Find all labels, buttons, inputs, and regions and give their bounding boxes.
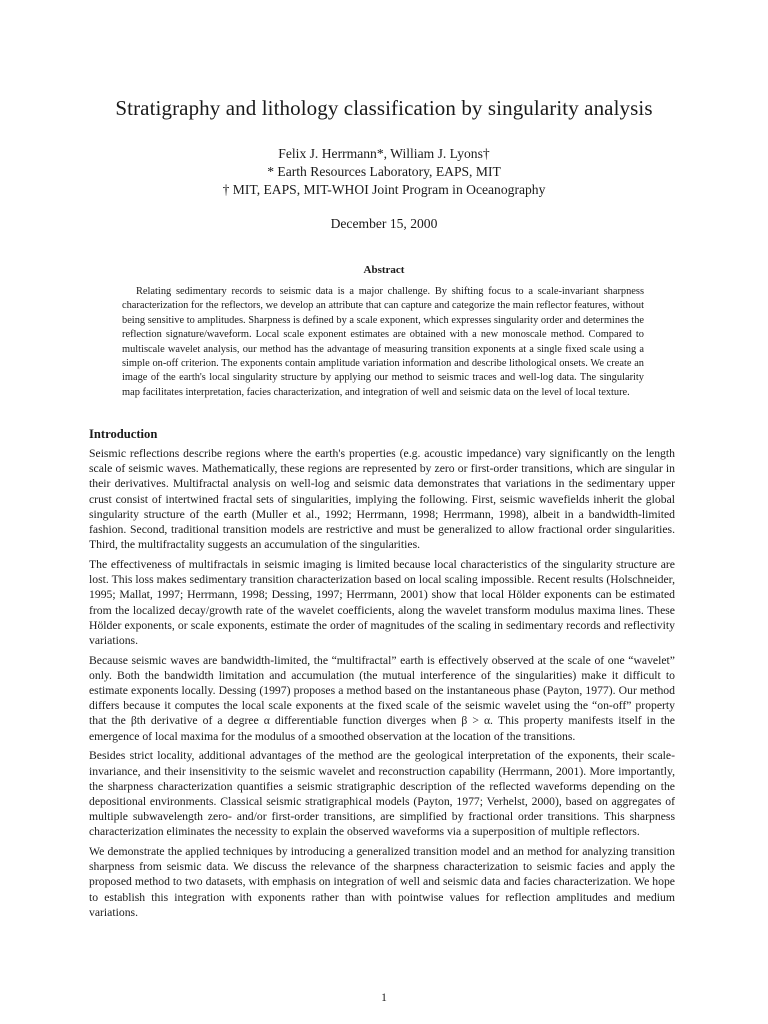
- section-heading-introduction: Introduction: [89, 427, 158, 441]
- paper-date: December 15, 2000: [330, 216, 438, 231]
- abstract-heading: Abstract: [363, 264, 405, 276]
- paragraph: Seismic reflections describe regions where the earth's properties (e.g. acoustic impedance) vary significantly on the length scale of seismic waves. Mathematically, these regions are represented by zero or first-order transitions, which are singular in their derivatives. Multifractal analysis on well-log and seismic data demonstrates that variations in the sedimentary upper crust consist of intertwined fractal sets of singularities, implying the following. First, seismic wavefields inherit the global singularity structure of the earth (Muller et al., 1992; Herrmann, 1998; Herrmann, 1998), albeit in a bandwidth-limited fashion. Second, traditional transition models are restrictive and must be generalized to allow fractional order singularities. Third, the multifractality suggests an accumulation of the singularities.: [89, 447, 675, 552]
- affiliation-1: * Earth Resources Laboratory, EAPS, MIT: [267, 164, 501, 179]
- page-number: 1: [381, 992, 387, 1004]
- author-block: [0, 145, 768, 199]
- author-names: Felix J. Herrmann*, William J. Lyons†: [278, 146, 490, 161]
- paper-title: Stratigraphy and lithology classification by singularity analysis: [115, 96, 653, 120]
- paragraph: Because seismic waves are bandwidth-limited, the “multifractal” earth is effectively observed at the scale of one “wavelet” only. Both the bandwidth limitation and accumulation (the mutual interference of the singularities) make it difficult to estimate exponents locally. Dessing (1997) proposes a method based on the instantaneous phase (Payton, 1977). Our method differs because it computes the local scale exponents at the fixed scale of the seismic wavelet using the “on-off” property that the βth derivative of a degree α differentiable function diverges when β > α. This property manifests itself in the emergence of local maxima for the modulus of a smoothed observation at the location of the transitions.: [89, 653, 675, 743]
- abstract-text: Relating sedimentary records to seismic data is a major challenge. By shifting focus to a scale-invariant sharpness characterization for the reflectors, we develop an attribute that can capture and categorize the main reflector features, without being sensitive to amplitudes. Sharpness is defined by a scale exponent, which expresses singularity order and determines the reflection signature/waveform. Local scale exponent estimates are obtained with a new monoscale method. Compared to multiscale wavelet analysis, our method has the advantage of measuring transition exponents at a single fixed scale using a simple on-off criterion. The exponents contain amplitude variation information and describe lithological onsets. We create an image of the earth's local singularity structure by applying our method to seismic traces and well-log data. The singularity map facilitates interpretation, facies characterization, and integration of well and seismic data on the level of local texture.: [122, 286, 644, 398]
- introduction-body: [89, 446, 675, 925]
- paragraph: The effectiveness of multifractals in seismic imaging is limited because local characteristics of the singularity structure are lost. This loss makes sedimentary transition characterization based on local scaling impossible. Recent results (Holschneider, 1995; Mallat, 1997; Herrmann, 1998; Dessing, 1997; Herrmann, 2001) show that local Hölder exponents can be estimated from the localized decay/growth rate of the wavelet coefficients, along the wavelet transform modulus maxima lines. These Hölder exponents, or scale exponents, estimate the order of magnitudes of the scaling in sedimentary records and reflectivity variations.: [89, 557, 675, 647]
- paragraph: We demonstrate the applied techniques by introducing a generalized transition model and an method for analyzing transition sharpness from seismic data. We discuss the relevance of the sharpness characterization to seismic facies and apply the proposed method to two datasets, with emphasis on integration of well and seismic data and facies characterization. We hope to establish this integration with exponents rather than with pointwise values for reflection amplitudes and medium variations.: [89, 845, 675, 919]
- affiliation-2: † MIT, EAPS, MIT-WHOI Joint Program in Oceanography: [222, 182, 546, 197]
- paragraph: Besides strict locality, additional advantages of the method are the geological interpretation of the exponents, their scale-invariance, and their insensitivity to the seismic wavelet and reconstruction capability (Herrmann, 2001). More importantly, the sharpness characterization quantifies a seismic stratigraphic description of the reflected waveforms depending on the depositional environments. Classical seismic stratigraphical models (Payton, 1977; Verhelst, 2000), based on aggregates of multiple subwavelength zero- and/or first-order transitions, are simplified by fractional order transitions. This sharpness characterization eliminates the necessity to explain the observed waveforms via a superposition of multiple reflectors.: [89, 749, 675, 839]
